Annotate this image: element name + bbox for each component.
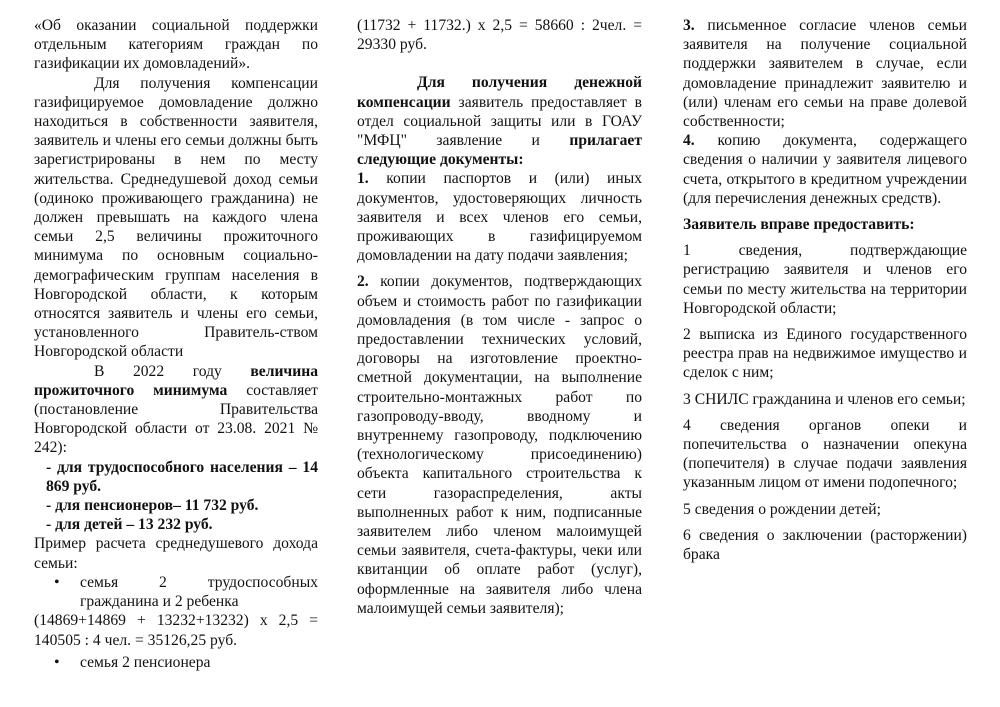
example-item-working-family: • семья 2 трудоспособных гражданина и 2 ребенка [52, 573, 318, 611]
optional-docs-heading: Заявитель вправе предоставить: [683, 216, 915, 234]
document-item-1-text: копии паспортов и (или) иных документов, удостоверяющих личность заявителя и всех членов его семьи, проживающих в газифицируемом домовладении на дату подачи заявления; [357, 170, 642, 265]
optional-item-1: 1 сведения, подтверждающие регистрацию заявителя и членов его семьи по месту жительства на территории Новгородской области; [683, 242, 967, 317]
minimum-pensioners: - для пенсионеров– 11 732 руб. [46, 497, 259, 515]
documents-intro [357, 73, 642, 169]
documents-intro-text: заявитель предоставляет в отдел социальной защиты или в ГОАУ "МФЦ" заявление и [357, 93, 642, 150]
document-item-2-text: копии документов, подтверждающих объем и стоимость работ по газификации домовладения (в том числе - запрос о предоставлении технических условий, договоры на изготовление проектно-сметной документации, на выполнение строительно-монтажных работ по газопроводу-вводу, вводному и внутреннему газопроводу, подключению (технологическому присоединению) объекта капитального строительства к сети газораспределения, акты выполненных работ к ним, подписанные заявителем либо членом малоимущей семьи заявителя, счета-фактуры, чеки или квитанции об оплате работ (услуг), оформленные на заявителя либо члена малоимущей семьи заявителя); [357, 273, 642, 617]
document-item-3-number: 3. [683, 17, 695, 34]
law-title: «Об оказании социальной поддержки отдельным категориям граждан по газификации их домовладений». [34, 17, 318, 73]
decree-text: составляет (постановление Правительства Новгородской области от 23.08. 2021 № 242): [34, 381, 318, 457]
minimum-term: величина прожиточного минимума [34, 362, 318, 399]
year-text: В 2022 году [94, 362, 251, 380]
minimum-working: - для трудоспособного населения – 14 869 руб. [46, 458, 318, 495]
minimum-children: - для детей – 13 232 руб. [46, 516, 213, 534]
column-left [34, 16, 318, 672]
document-item-4 [683, 131, 967, 208]
document-item-1 [357, 169, 642, 265]
example-calculation-1: (14869+14869 + 13232+13232) х 2,5 = 140505 : 4 чел. = 35126,25 руб. [34, 612, 318, 649]
optional-item-3: 3 СНИЛС гражданина и членов его семьи; [683, 390, 966, 408]
optional-item-2: 2 выписка из Единого государственного реестра прав на недвижимое имущество и сделок с ним; [683, 326, 967, 382]
column-middle [357, 16, 642, 618]
documents-intro-bold: Для получения денежной компенсации [357, 74, 642, 111]
optional-item-5: 5 сведения о рождении детей; [683, 500, 881, 518]
example-item-pensioners: • семья 2 пенсионера [52, 653, 318, 672]
example-list-2 [34, 653, 318, 672]
documents-intro-attach: прилагает следующие документы: [357, 132, 642, 169]
example-calculation-2: (11732 + 11732.) х 2,5 = 58660 : 2чел. = 29330 руб. [357, 17, 642, 54]
minimum-paragraph [34, 362, 318, 458]
example-list [34, 573, 318, 611]
document-item-3 [683, 16, 967, 131]
document-item-3-text: письменное согласие членов семьи заявителя на получение социальной поддержки заявителем в случае, если домовладение принадлежит заявителю и (или) членам его семьи на праве долевой собственности; [683, 17, 967, 131]
optional-item-4: 4 сведения органов опеки и попечительства о назначении опекуна (попечителя) в случае подачи заявления указанным лицом от имени подопечного; [683, 416, 967, 492]
column-right [683, 16, 967, 564]
document-item-2 [357, 272, 642, 618]
document-item-1-number: 1. [357, 170, 369, 188]
optional-item-6: 6 сведения о заключении (расторжении) брака [683, 526, 967, 564]
document-item-2-number: 2. [357, 273, 369, 291]
document-item-4-text: копию документа, содержащего сведения о наличии у заявителя лицевого счета, открытого в кредитном учреждении (для перечисления денежных средств). [683, 132, 967, 207]
conditions-paragraph: Для получения компенсации газифицируемое домовладение должно находиться в собственности заявителя, заявитель и члены его семьи должны быть зарегистрированы в нем по месту жительства. Среднедушевой доход семьи (одиноко проживающего гражданина) не должен превышать на каждого члена семьи 2,5 величины прожиточного минимума по основным социально-демографическим группам населения в Новгородской области, к которым относятся заявитель и члены его семьи, установленного Правитель-ством Новгородской области [34, 74, 318, 361]
example-heading: Пример расчета среднедушевого дохода семьи: [34, 535, 318, 572]
document-item-4-number: 4. [683, 132, 695, 150]
